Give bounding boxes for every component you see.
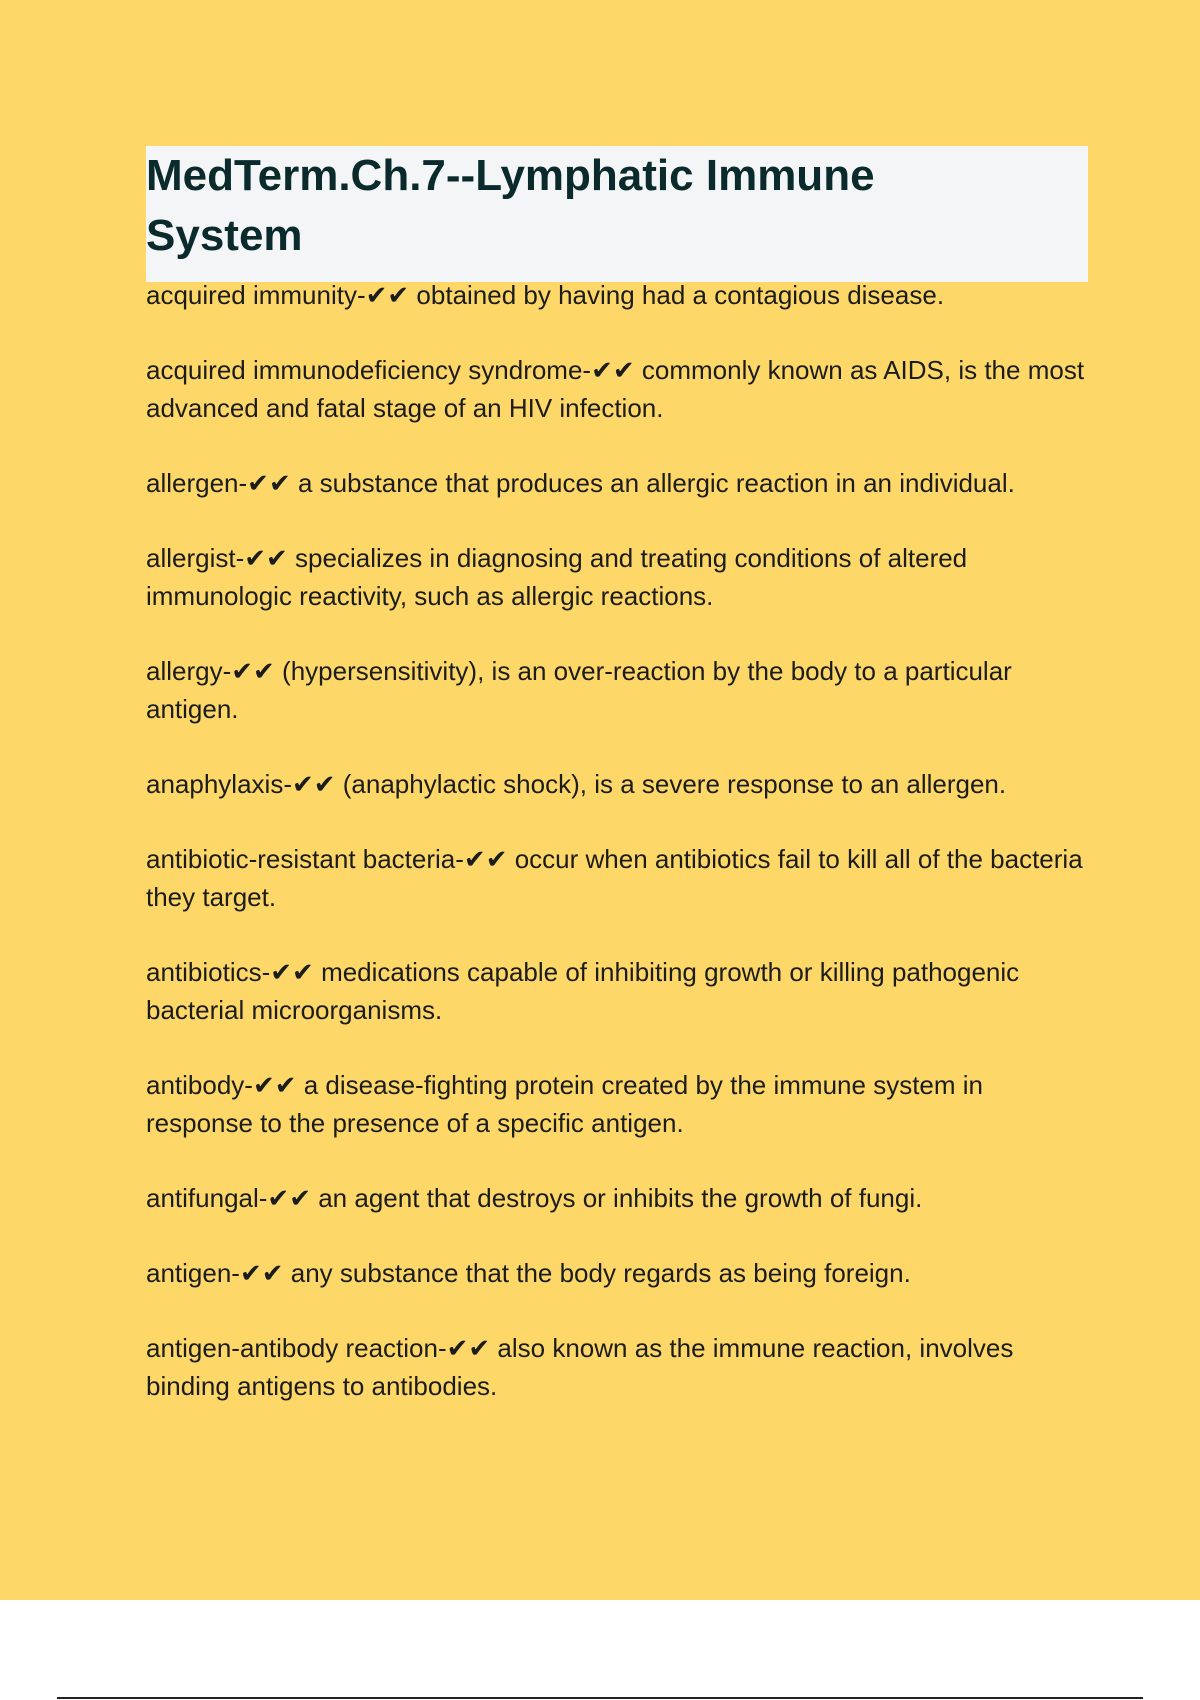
- glossary-entry: [146, 351, 1096, 427]
- glossary-entry: [146, 953, 1096, 1029]
- entry-text: antibody-✔✔ a disease-fighting protein created by the immune system in response to the presence of a specific antigen.: [146, 1070, 983, 1138]
- glossary-entry: [146, 1254, 1096, 1292]
- entry-text: acquired immunodeficiency syndrome-✔✔ commonly known as AIDS, is the most advanced and fatal stage of an HIV infection.: [146, 355, 1085, 423]
- glossary-list: [146, 276, 1096, 1442]
- glossary-entry: [146, 1179, 1096, 1217]
- entry-text: anaphylaxis-✔✔ (anaphylactic shock), is a severe response to an allergen.: [146, 769, 1007, 799]
- glossary-entry: [146, 840, 1096, 916]
- title-banner: [146, 146, 1088, 282]
- glossary-entry: [146, 276, 1096, 314]
- glossary-entry: [146, 464, 1096, 502]
- glossary-entry: [146, 539, 1096, 615]
- entry-text: antifungal-✔✔ an agent that destroys or inhibits the growth of fungi.: [146, 1183, 923, 1213]
- entry-text: antigen-antibody reaction-✔✔ also known as the immune reaction, involves binding antigens to antibodies.: [146, 1333, 1014, 1401]
- glossary-entry: [146, 765, 1096, 803]
- glossary-entry: [146, 1329, 1096, 1405]
- entry-text: allergist-✔✔ specializes in diagnosing and treating conditions of altered immunologic reactivity, such as allergic reactions.: [146, 543, 968, 611]
- entry-text: antigen-✔✔ any substance that the body regards as being foreign.: [146, 1258, 911, 1288]
- page-title: MedTerm.Ch.7--Lymphatic Immune System: [146, 151, 875, 260]
- glossary-entry: [146, 652, 1096, 728]
- entry-text: allergy-✔✔ (hypersensitivity), is an over-reaction by the body to a particular antigen.: [146, 656, 1012, 724]
- entry-text: antibiotic-resistant bacteria-✔✔ occur when antibiotics fail to kill all of the bacteria they target.: [146, 844, 1083, 912]
- entry-text: allergen-✔✔ a substance that produces an allergic reaction in an individual.: [146, 468, 1015, 498]
- entry-text: acquired immunity-✔✔ obtained by having had a contagious disease.: [146, 280, 945, 310]
- entry-text: antibiotics-✔✔ medications capable of inhibiting growth or killing pathogenic bacterial microorganisms.: [146, 957, 1020, 1025]
- footer-divider: [57, 1697, 1143, 1699]
- glossary-entry: [146, 1066, 1096, 1142]
